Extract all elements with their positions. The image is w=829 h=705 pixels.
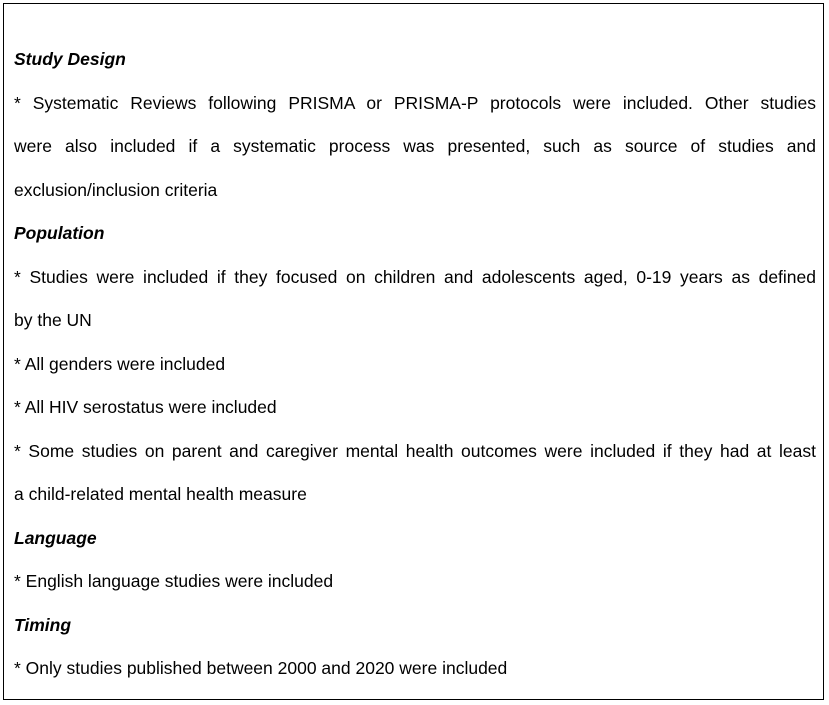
criteria-line: were also included if a systematic process was presented, such as source of studies and — [14, 136, 816, 156]
criteria-line: * Studies were included if they focused on children and adolescents aged, 0-19 years as defined — [14, 266, 816, 287]
section-population — [14, 212, 816, 517]
criteria-line: * All HIV serostatus were included — [14, 397, 277, 417]
section-heading: Timing — [14, 614, 72, 635]
section-heading: Study Design — [14, 49, 126, 69]
section-heading: Language — [14, 527, 97, 548]
section-study-design — [14, 38, 816, 212]
section-timing — [14, 604, 816, 691]
criteria-line: * Systematic Reviews following PRISMA or PRISMA-P protocols were included. Other studies — [14, 92, 816, 113]
section-heading: Population — [14, 223, 105, 243]
criteria-line: * Some studies on parent and caregiver mental health outcomes were included if they had at least — [14, 440, 816, 461]
criteria-line: * Only studies published between 2000 and 2020 were included — [14, 658, 508, 678]
criteria-line: exclusion/inclusion criteria — [14, 179, 218, 200]
section-language — [14, 517, 816, 604]
criteria-line: * English language studies were included — [14, 571, 334, 591]
criteria-line: a child-related mental health measure — [14, 484, 307, 504]
criteria-content — [14, 38, 816, 691]
criteria-line: by the UN — [14, 310, 92, 330]
criteria-line: * All genders were included — [14, 353, 226, 374]
